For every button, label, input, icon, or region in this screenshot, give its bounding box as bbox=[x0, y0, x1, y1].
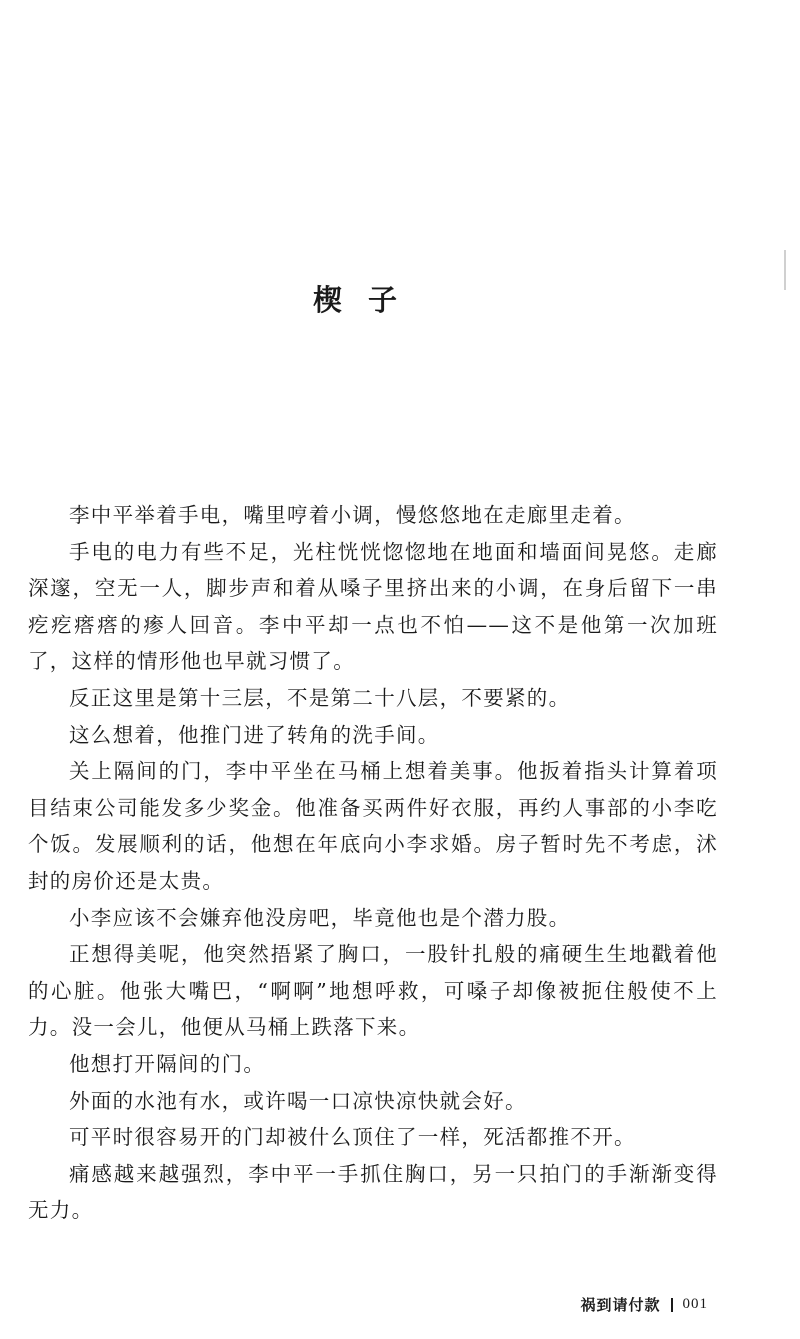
page-edge-mark bbox=[784, 250, 786, 290]
paragraph: 反正这里是第十三层，不是第二十八层，不要紧的。 bbox=[69, 685, 571, 710]
paragraph: 小李应该不会嫌弃他没房吧，毕竟他也是个潜力股。 bbox=[69, 905, 571, 930]
paragraph: 可平时很容易开的门却被什么顶住了一样，死活都推不开。 bbox=[69, 1125, 636, 1150]
paragraph: 外面的水池有水，或许喝一口凉快凉快就会好。 bbox=[69, 1088, 527, 1113]
paragraph: 手电的电力有些不足，光柱恍恍惚惚地在地面和墙面间晃悠。走廊深邃，空无一人，脚步声和着从嗓子里挤出来的小调，在身后留下一串疙疙瘩瘩的瘆人回音。李中平却一点也不怕——这不是他第一次加班了，这样的情形他也早就习惯了。 bbox=[28, 539, 718, 674]
page-number: 001 bbox=[682, 1296, 708, 1312]
running-book-title: 祸到请付款 bbox=[580, 1296, 661, 1314]
chapter-title: 楔子 bbox=[312, 283, 423, 317]
paragraph: 正想得美呢，他突然捂紧了胸口，一股针扎般的痛硬生生地戳着他的心脏。他张大嘴巴，“啊啊”地想呼救，可嗓子却像被扼住般使不上力。没一会儿，他便从马桶上跌落下来。 bbox=[28, 942, 718, 1040]
page-footer bbox=[580, 1294, 708, 1315]
paragraph: 痛感越来越强烈，李中平一手抓住胸口，另一只拍门的手渐渐变得无力。 bbox=[28, 1161, 718, 1223]
paragraph: 他想打开隔间的门。 bbox=[69, 1051, 266, 1076]
paragraph: 这么想着，他推门进了转角的洗手间。 bbox=[69, 722, 440, 747]
paragraph: 关上隔间的门，李中平坐在马桶上想着美事。他扳着指头计算着项目结束公司能发多少奖金。他准备买两件好衣服，再约人事部的小李吃个饭。发展顺利的话，他想在年底向小李求婚。房子暂时先不考虑，沭封的房价还是太贵。 bbox=[28, 759, 718, 893]
footer-divider bbox=[671, 1298, 673, 1312]
paragraph: 李中平举着手电，嘴里哼着小调，慢悠悠地在走廊里走着。 bbox=[69, 503, 636, 527]
chapter-body bbox=[28, 497, 718, 1229]
